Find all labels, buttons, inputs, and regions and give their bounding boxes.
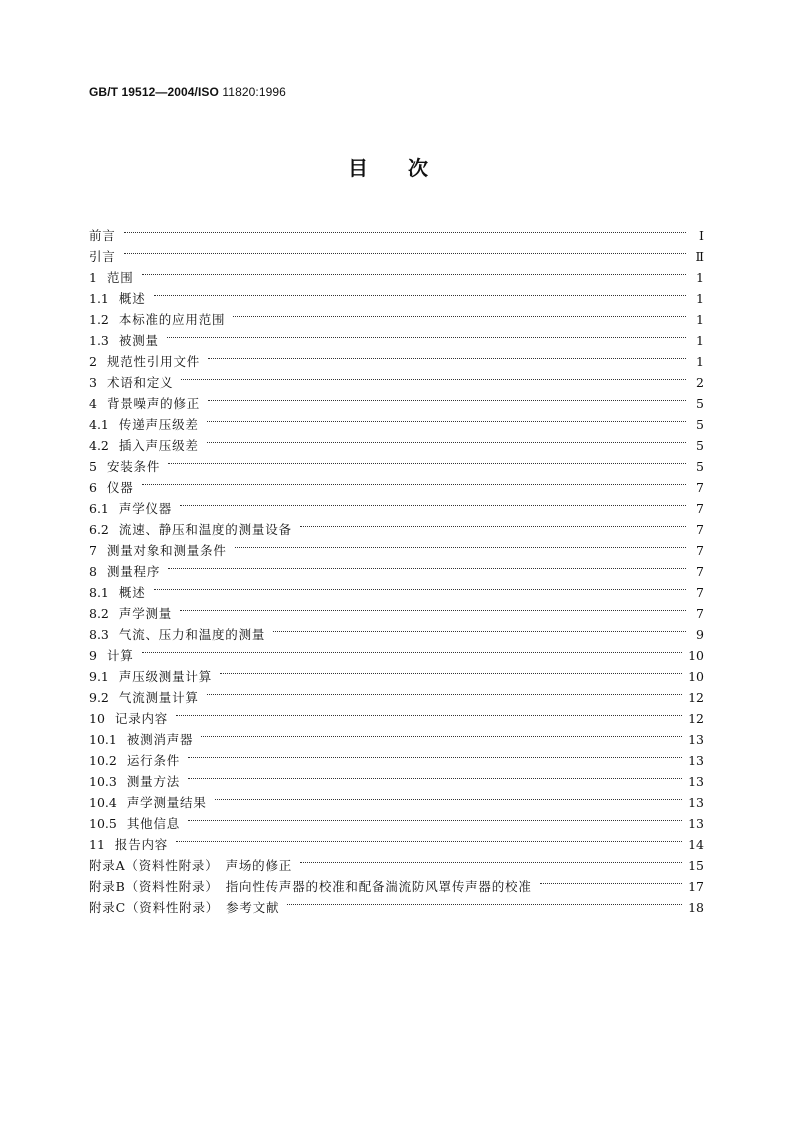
toc-dot-leader — [300, 513, 686, 534]
toc-entry-label: 报告内容 — [114, 837, 169, 852]
toc-entry[interactable] — [89, 660, 704, 684]
toc-entry-label: 本标准的应用范围 — [118, 312, 226, 327]
toc-entry-page: 7 — [696, 543, 704, 558]
toc-entry-page: 13 — [688, 816, 704, 831]
toc-entry-label: 附录B（资料性附录） 指向性传声器的校准和配备湍流防风罩传声器的校准 — [89, 879, 532, 894]
toc-dot-leader — [220, 660, 682, 681]
toc-entry-label: 引言 — [89, 249, 116, 264]
toc-entry-label: 其他信息 — [126, 816, 181, 831]
toc-entry[interactable] — [89, 702, 704, 726]
toc-entry[interactable] — [89, 261, 704, 285]
toc-entry-page: 13 — [688, 795, 704, 810]
toc-entry[interactable] — [89, 555, 704, 579]
toc-entry[interactable] — [89, 723, 704, 747]
toc-entry-label: 安装条件 — [106, 459, 161, 474]
toc-dot-leader — [207, 429, 686, 450]
toc-dot-leader — [180, 492, 686, 513]
toc-dot-leader — [142, 471, 686, 492]
standard-code: GB/T 19512—2004/ — [89, 85, 198, 99]
toc-entry[interactable] — [89, 303, 704, 327]
toc-dot-leader — [300, 849, 682, 870]
toc-dot-leader — [142, 261, 686, 282]
toc-entry-label: 概述 — [118, 585, 146, 600]
toc-dot-leader — [235, 534, 686, 555]
toc-dot-leader — [215, 786, 682, 807]
toc-entry[interactable] — [89, 345, 704, 369]
toc-dot-leader — [124, 219, 686, 240]
toc-entry-number: 6.2 — [89, 522, 109, 537]
toc-entry-page: 1 — [696, 312, 704, 327]
toc-entry[interactable] — [89, 576, 704, 600]
toc-entry-page: 7 — [696, 585, 704, 600]
toc-entry-page: 17 — [688, 879, 704, 894]
toc-entry-page: 15 — [688, 858, 704, 873]
toc-entry-page: 5 — [696, 417, 704, 432]
toc-entry-label: 仪器 — [106, 480, 134, 495]
toc-dot-leader — [181, 366, 686, 387]
toc-entry-number: 2 — [89, 354, 97, 369]
toc-entry[interactable] — [89, 219, 704, 243]
toc-entry-number: 4.1 — [89, 417, 109, 432]
toc-entry[interactable] — [89, 240, 704, 264]
toc-entry-label: 计算 — [106, 648, 134, 663]
toc-entry[interactable] — [89, 387, 704, 411]
toc-entry-page: 18 — [688, 900, 704, 915]
toc-dot-leader — [287, 891, 682, 912]
toc-entry-label: 气流测量计算 — [118, 690, 199, 705]
toc-entry-number: 6.1 — [89, 501, 109, 516]
toc-entry-label: 声学测量 — [118, 606, 173, 621]
toc-entry-label: 术语和定义 — [106, 375, 174, 390]
toc-entry-label: 背景噪声的修正 — [106, 396, 201, 411]
toc-entry[interactable] — [89, 450, 704, 474]
toc-entry-label: 被测消声器 — [126, 732, 194, 747]
toc-dot-leader — [180, 597, 686, 618]
iso-number: 11820:1996 — [218, 85, 286, 99]
toc-dot-leader — [201, 723, 682, 744]
toc-entry-page: 9 — [696, 627, 704, 642]
toc-entry-label: 流速、静压和温度的测量设备 — [118, 522, 292, 537]
toc-entry-number: 3 — [89, 375, 97, 390]
toc-dot-leader — [273, 618, 686, 639]
toc-entry-page: 1 — [696, 354, 704, 369]
toc-entry[interactable] — [89, 828, 704, 852]
toc-entry-number: 4 — [89, 396, 97, 411]
toc-entry-number: 10.5 — [89, 816, 117, 831]
toc-entry-label: 测量程序 — [106, 564, 161, 579]
toc-dot-leader — [208, 387, 686, 408]
toc-dot-leader — [176, 828, 682, 849]
toc-entry-label: 声压级测量计算 — [118, 669, 212, 684]
toc-entry-number: 10.1 — [89, 732, 117, 747]
toc-entry-label: 插入声压级差 — [118, 438, 199, 453]
toc-dot-leader — [207, 408, 686, 429]
toc-dot-leader — [188, 807, 682, 828]
toc-entry[interactable] — [89, 639, 704, 663]
toc-entry-page: 5 — [696, 396, 704, 411]
toc-entry-label: 附录A（资料性附录） 声场的修正 — [89, 858, 293, 873]
toc-entry[interactable] — [89, 786, 704, 810]
toc-entry-label: 测量方法 — [126, 774, 181, 789]
toc-entry[interactable] — [89, 849, 704, 873]
toc-entry-number: 6 — [89, 480, 97, 495]
toc-entry-page: 12 — [688, 690, 704, 705]
toc-entry-number: 4.2 — [89, 438, 109, 453]
toc-dot-leader — [188, 744, 682, 765]
toc-entry-label: 规范性引用文件 — [106, 354, 201, 369]
toc-entry-label: 附录C（资料性附录） 参考文献 — [89, 900, 280, 915]
toc-entry-label: 声学仪器 — [118, 501, 173, 516]
toc-entry-label: 概述 — [118, 291, 146, 306]
toc-entry-label: 传递声压级差 — [118, 417, 199, 432]
toc-entry-label: 被测量 — [118, 333, 159, 348]
toc-entry-page: 10 — [688, 648, 704, 663]
toc-dot-leader — [154, 576, 687, 597]
toc-entry[interactable] — [89, 471, 704, 495]
toc-entry-page: Ⅰ — [699, 228, 704, 243]
toc-entry-page: 14 — [688, 837, 704, 852]
iso-code: ISO — [198, 85, 219, 99]
toc-entry[interactable] — [89, 282, 704, 306]
toc-dot-leader — [233, 303, 686, 324]
toc-entry-page: 5 — [696, 438, 704, 453]
toc-entry-number: 9 — [89, 648, 97, 663]
toc-entry[interactable] — [89, 513, 704, 537]
toc-entry-page: 1 — [696, 270, 704, 285]
toc-entry-page: 13 — [688, 774, 704, 789]
toc-dot-leader — [208, 345, 686, 366]
toc-entry-label: 运行条件 — [126, 753, 181, 768]
toc-entry[interactable] — [89, 324, 704, 348]
toc-entry[interactable] — [89, 366, 704, 390]
toc-entry-number: 10 — [89, 711, 105, 726]
toc-entry-number: 10.3 — [89, 774, 117, 789]
toc-entry-number: 10.4 — [89, 795, 117, 810]
toc-entry-label: 测量对象和测量条件 — [106, 543, 227, 558]
toc-dot-leader — [154, 282, 687, 303]
toc-dot-leader — [188, 765, 682, 786]
toc-dot-leader — [207, 681, 682, 702]
toc-entry-page: 10 — [688, 669, 704, 684]
page-title: 目次 — [348, 156, 468, 180]
toc-entry-number: 8 — [89, 564, 97, 579]
toc-entry-number: 11 — [89, 837, 105, 852]
toc-entry-number: 1.2 — [89, 312, 109, 327]
toc-dot-leader — [168, 555, 686, 576]
toc-entry[interactable] — [89, 597, 704, 621]
toc-entry-page: 12 — [688, 711, 704, 726]
toc-entry-page: 13 — [688, 753, 704, 768]
toc-entry-page: 1 — [696, 291, 704, 306]
toc-dot-leader — [142, 639, 683, 660]
toc-entry-number: 1.1 — [89, 291, 109, 306]
toc-entry-number: 5 — [89, 459, 97, 474]
toc-entry-number: 8.1 — [89, 585, 109, 600]
toc-entry[interactable] — [89, 492, 704, 516]
toc-entry-page: 13 — [688, 732, 704, 747]
toc-entry-page: 7 — [696, 501, 704, 516]
toc-entry-page: Ⅱ — [695, 249, 704, 264]
toc-entry-page: 7 — [696, 522, 704, 537]
toc-entry-number: 7 — [89, 543, 97, 558]
toc-entry-label: 记录内容 — [114, 711, 169, 726]
toc-entry-number: 1.3 — [89, 333, 109, 348]
toc-entry-number: 9.1 — [89, 669, 109, 684]
toc-dot-leader — [540, 870, 682, 891]
toc-entry-number: 9.2 — [89, 690, 109, 705]
toc-entry-page: 1 — [696, 333, 704, 348]
toc-entry-number: 10.2 — [89, 753, 117, 768]
toc-entry-label: 气流、压力和温度的测量 — [118, 627, 266, 642]
toc-entry[interactable] — [89, 765, 704, 789]
toc-entry-page: 7 — [696, 564, 704, 579]
table-of-contents — [89, 219, 704, 915]
toc-entry-label: 范围 — [106, 270, 134, 285]
toc-entry-page: 7 — [696, 606, 704, 621]
toc-entry-number: 8.2 — [89, 606, 109, 621]
toc-entry-label: 声学测量结果 — [126, 795, 207, 810]
toc-dot-leader — [168, 450, 686, 471]
toc-entry[interactable] — [89, 618, 704, 642]
standard-header — [89, 85, 286, 99]
toc-entry-number: 8.3 — [89, 627, 109, 642]
toc-entry-number: 1 — [89, 270, 97, 285]
toc-dot-leader — [124, 240, 686, 261]
toc-dot-leader — [167, 324, 686, 345]
toc-entry-label: 前言 — [89, 228, 116, 243]
toc-entry-page: 2 — [696, 375, 704, 390]
toc-entry-page: 5 — [696, 459, 704, 474]
toc-dot-leader — [176, 702, 682, 723]
toc-entry-page: 7 — [696, 480, 704, 495]
